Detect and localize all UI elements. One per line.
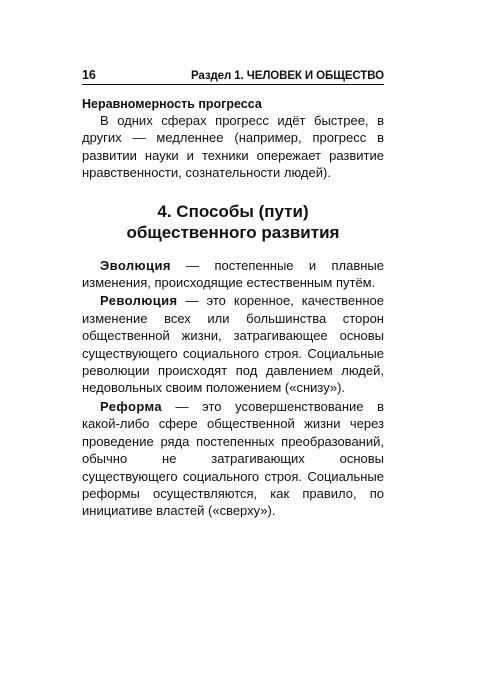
unevenness-subhead: Неравномерность прогресса — [82, 97, 262, 111]
running-head — [82, 68, 384, 85]
section-running-title: Раздел 1. ЧЕЛОВЕК И ОБЩЕСТВО — [191, 70, 384, 82]
definition-reform-text: — это усовершенствование в какой-либо сфере общественной жизни через проведение ряда постепенных преобразований, обычно не затрагивающих основы существующего социального строя. Социальные реформы осуществляются, как правило, по инициативе властей («сверху»). — [82, 398, 384, 519]
book-page — [82, 68, 384, 521]
section-heading — [82, 201, 384, 243]
definition-evolution-text: — постепенные и плавные изменения, происходящие естественным путём. — [82, 257, 384, 291]
definition-reform — [82, 398, 384, 520]
definition-evolution — [82, 257, 384, 292]
definition-revolution-text: — это коренное, качественное изменение всех или большинства сторон общественной жизни, затрагивающее основы существующего социального строя. Социальные революции происходят под давлением людей, недовольных своим положением («снизу»). — [82, 293, 384, 396]
term-revolution: Революция — [100, 293, 178, 309]
section-heading-line-1: 4. Способы (пути) — [157, 201, 309, 221]
term-reform: Реформа — [100, 398, 162, 414]
unevenness-paragraph: В одних сферах прогресс идёт быстрее, в других — медленнее (например, прогресс в развитии науки и техники опережает развитие нравственности, сознательности людей). — [82, 113, 384, 181]
definition-revolution — [82, 292, 384, 396]
page-number: 16 — [82, 68, 96, 82]
term-evolution: Эволюция — [100, 257, 171, 273]
section-heading-line-2: общественного развития — [126, 222, 340, 242]
